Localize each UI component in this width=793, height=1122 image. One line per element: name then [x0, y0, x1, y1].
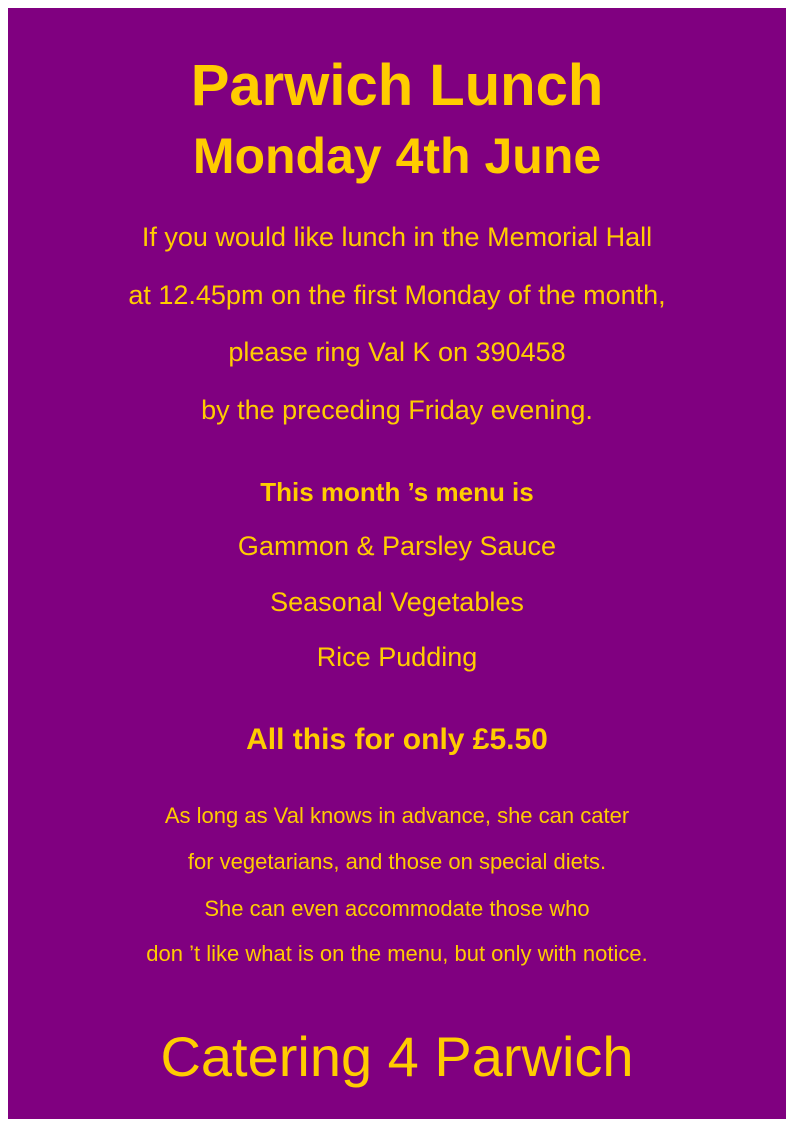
intro-line: If you would like lunch in the Memorial Hall [141, 222, 653, 252]
intro-line: please ring Val K on 390458 [228, 337, 566, 367]
event-date: Monday 4th June [192, 128, 602, 184]
intro-line: by the preceding Friday evening. [201, 395, 593, 425]
menu-heading: This month ’s menu is [260, 477, 534, 507]
price-text: All this for only £5.50 [246, 723, 548, 756]
note-line: for vegetarians, and those on special diets. [187, 849, 607, 874]
menu-item: Rice Pudding [316, 642, 478, 672]
footer-brand: Catering 4 Parwich [160, 1025, 634, 1088]
note-line: don ’t like what is on the menu, but only with notice. [146, 941, 648, 966]
poster-title: Parwich Lunch [190, 53, 604, 118]
lunch-poster [8, 8, 786, 1119]
menu-item: Gammon & Parsley Sauce [237, 531, 557, 561]
note-line: As long as Val knows in advance, she can cater [164, 803, 630, 828]
note-line: She can even accommodate those who [204, 896, 590, 921]
menu-item: Seasonal Vegetables [270, 587, 524, 617]
intro-line: at 12.45pm on the first Monday of the month, [128, 280, 666, 310]
